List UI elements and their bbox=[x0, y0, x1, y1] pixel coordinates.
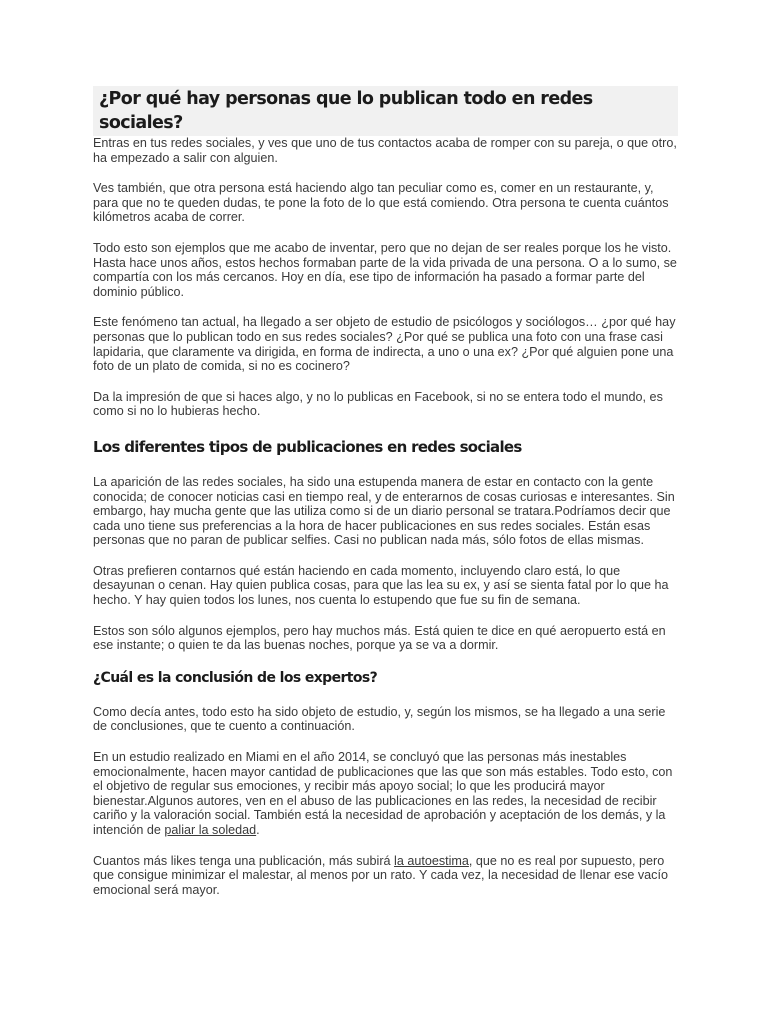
article-title: ¿Por qué hay personas que lo publican todo en redes sociales? bbox=[93, 86, 678, 136]
paragraph-2: Ves también, que otra persona está haciendo algo tan peculiar como es, comer en un restaurante, y, para que no te queden dudas, te pone la foto de lo que está comiendo. Otra persona te cuenta cuántos kilómetros acaba de correr. bbox=[93, 181, 669, 225]
paragraph-10 bbox=[93, 750, 678, 838]
paragraph-7: Otras prefieren contarnos qué están haciendo en cada momento, incluyendo claro está, lo que desayunan o cenan. Hay quien publica cosas, para que las lea su ex, y así se sienta fatal por lo que ha hecho. Y hay quien todos los lunes, nos cuenta lo estupendo que fue su fin de semana. bbox=[93, 563, 669, 608]
paragraph-10-end: . bbox=[256, 823, 260, 837]
paragraph-11-end: , que no es real por supuesto, pero que consigue minimizar el malestar, al menos por un rato. Y cada vez, la necesidad de llenar ese vacío emocional será mayor. bbox=[93, 853, 668, 897]
paragraph-4: Este fenómeno tan actual, ha llegado a ser objeto de estudio de psicólogos y sociólogos… ¿por qué hay personas que lo publican todo en sus redes sociales? ¿Por qué se publica una foto con una frase casi lapidaria, que claramente va dirigida, en forma de indirecta, a uno o una ex? ¿Por qué alguien pone una foto de un plato de comida, si no es cocinero? bbox=[93, 315, 676, 374]
article bbox=[93, 86, 678, 913]
paragraph-8: Estos son sólo algunos ejemplos, pero hay muchos más. Está quien te dice en qué aeropuerto está en ese instante; o quien te da las buenas noches, porque ya se va a dormir. bbox=[93, 623, 666, 653]
paragraph-5: Da la impresión de que si haces algo, y no lo publicas en Facebook, si no se entera todo el mundo, es como si no lo hubieras hecho. bbox=[93, 389, 663, 419]
paragraph-11 bbox=[93, 854, 678, 898]
paragraph-9: Como decía antes, todo esto ha sido objeto de estudio, y, según los mismos, se ha llegado a una serie de conclusiones, que te cuento a continuación. bbox=[93, 704, 666, 734]
section-heading-types: Los diferentes tipos de publicaciones en redes sociales bbox=[93, 437, 522, 456]
paragraph-10-text: En un estudio realizado en Miami en el año 2014, se concluyó que las personas más inestables emocionalmente, hacen mayor cantidad de publicaciones que las que son más estables. Todo esto, con el objetivo de regular sus emociones, y recibir más apoyo social; lo que les producirá mayor bienestar.Algunos autores, ven en el abuso de las publicaciones en las redes, la necesidad de recibir cariño y la valoración social. También está la necesidad de aprobación y aceptación de los demás, y la intención de bbox=[93, 750, 673, 837]
paragraph-6: La aparición de las redes sociales, ha sido una estupenda manera de estar en contacto con la gente conocida; de conocer noticias casi en tiempo real, y de enterarnos de cosas curiosas e interesantes. Sin embargo, hay mucha gente que las utiliza como si de un diario personal se tratara.Podríamos decir que cada uno tiene sus preferencias a la hora de hacer publicaciones en sus redes sociales. Están esas personas que no paran de publicar selfies. Casi no publican nada más, sólo fotos de ellas mismas. bbox=[93, 474, 675, 548]
paliar-soledad-link[interactable]: paliar la soledad bbox=[164, 823, 257, 837]
paragraph-3: Todo esto son ejemplos que me acabo de inventar, pero que no dejan de ser reales porque los he visto. Hasta hace unos años, estos hechos formaban parte de la vida privada de una persona. O a lo sumo, se compartía con los más cercanos. Hoy en día, ese tipo de información ha pasado a formar parte del dominio público. bbox=[93, 240, 677, 299]
section-heading-conclusion: ¿Cuál es la conclusión de los expertos? bbox=[93, 669, 378, 686]
paragraph-1: Entras en tus redes sociales, y ves que uno de tus contactos acaba de romper con su pareja, o que otro, ha empezado a salir con alguien. bbox=[93, 136, 677, 165]
paragraph-11-text: Cuantos más likes tenga una publicación, más subirá bbox=[93, 853, 395, 868]
autoestima-link[interactable]: la autoestima bbox=[394, 853, 469, 868]
